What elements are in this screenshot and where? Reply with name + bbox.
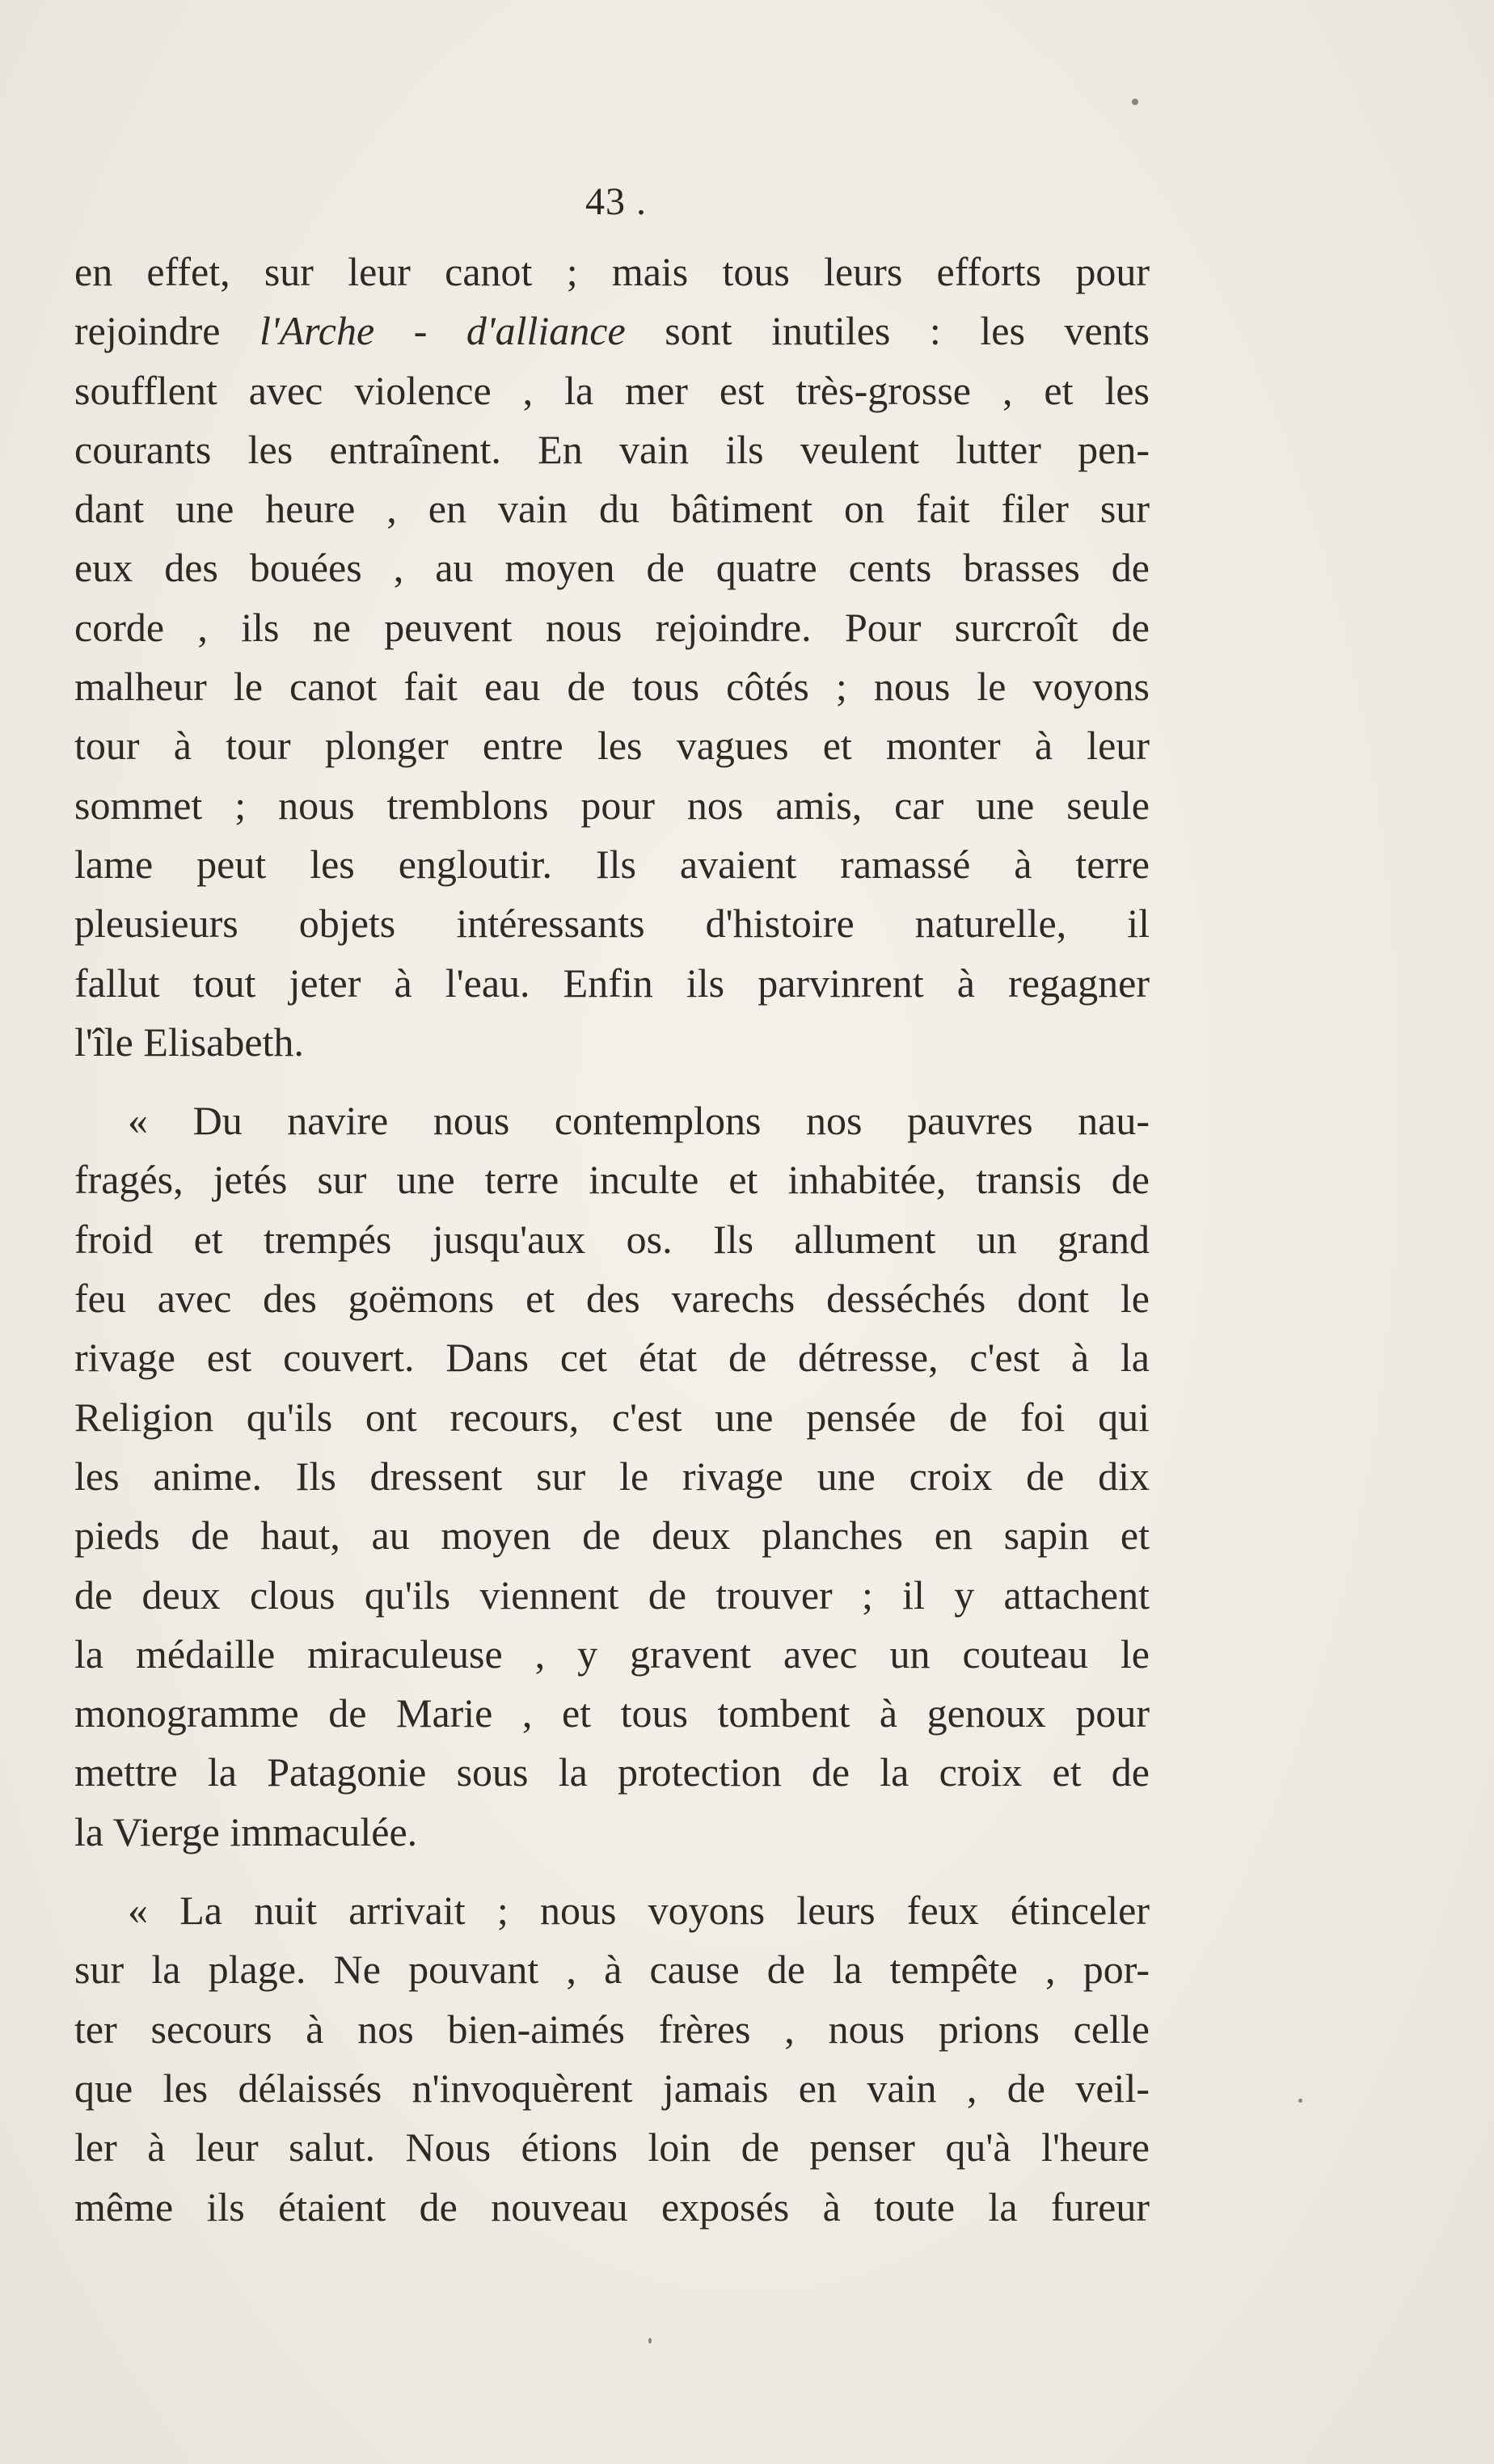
text-segment: sont inutiles : les vents <box>625 308 1150 354</box>
text-line: « La nuit arrivait ; nous voyons leurs feux étinceler <box>128 1888 1150 1934</box>
text-line: les anime. Ils dressent sur le rivage une croix de dix <box>74 1453 1150 1499</box>
ship-name-italic: l'Arche - d'alliance <box>260 308 626 354</box>
text-line: l'île Elisabeth. <box>74 1019 304 1065</box>
text-line: eux des bouées , au moyen de quatre cents brasses de <box>74 545 1150 591</box>
page-number: 43 . <box>585 180 647 223</box>
text-line: en effet, sur leur canot ; mais tous leurs efforts pour <box>74 249 1150 294</box>
text-line: pleusieurs objets intéressants d'histoire naturelle, il <box>74 901 1150 947</box>
text-line: corde , ils ne peuvent nous rejoindre. Pour surcroît de <box>74 604 1150 650</box>
text-line: même ils étaient de nouveau exposés à toute la fureur <box>74 2183 1150 2230</box>
text-line: sur la plage. Ne pouvant , à cause de la tempête , por- <box>74 1947 1150 1993</box>
text-line: lame peut les engloutir. Ils avaient ramassé à terre <box>74 841 1150 887</box>
paper-speck <box>648 2338 652 2344</box>
text-line <box>74 302 1150 361</box>
text-segment: rejoindre <box>74 308 260 354</box>
text-line: monogramme de Marie , et tous tombent à genoux pour <box>74 1690 1150 1736</box>
body-text <box>74 243 1150 2237</box>
text-line: Religion qu'ils ont recours, c'est une pensée de foi qui <box>74 1394 1150 1440</box>
text-line: « Du navire nous contemplons nos pauvres nau- <box>128 1098 1150 1144</box>
text-line: courants les entraînent. En vain ils veulent lutter pen- <box>74 426 1150 472</box>
paragraph-gap <box>74 1072 1150 1091</box>
paper-speck <box>1132 99 1138 105</box>
text-line: ler à leur salut. Nous étions loin de penser qu'à l'heure <box>74 2124 1150 2171</box>
paragraph-gap <box>74 1862 1150 1881</box>
text-line: sommet ; nous tremblons pour nos amis, car une seule <box>74 782 1150 828</box>
paragraph-2 <box>74 1091 1150 1862</box>
text-line: soufflent avec violence , la mer est très-grosse , et les <box>74 367 1150 413</box>
text-line: que les délaissés n'invoquèrent jamais en vain , de veil- <box>74 2065 1150 2111</box>
text-line: fallut tout jeter à l'eau. Enfin ils parvinrent à regagner <box>74 960 1150 1006</box>
text-line: dant une heure , en vain du bâtiment on fait filer sur <box>74 486 1150 532</box>
text-line: ter secours à nos bien-aimés frères , nous prions celle <box>74 2006 1150 2052</box>
text-line: fragés, jetés sur une terre inculte et inhabitée, transis de <box>74 1157 1150 1203</box>
text-line: froid et trempés jusqu'aux os. Ils allument un grand <box>74 1216 1150 1262</box>
text-line: tour à tour plonger entre les vagues et monter à leur <box>74 723 1150 769</box>
text-line: mettre la Patagonie sous la protection de la croix et de <box>74 1749 1150 1795</box>
paragraph-3 <box>74 1881 1150 2237</box>
text-line: la médaille miraculeuse , y gravent avec un couteau le <box>74 1631 1150 1677</box>
text-line: feu avec des goëmons et des varechs desséchés dont le <box>74 1276 1150 1322</box>
paragraph-1 <box>74 243 1150 1072</box>
text-line: malheur le canot fait eau de tous côtés ; nous le voyons <box>74 664 1150 710</box>
text-line: rivage est couvert. Dans cet état de détresse, c'est à la <box>74 1335 1150 1381</box>
text-line: pieds de haut, au moyen de deux planches en sapin et <box>74 1513 1150 1559</box>
text-line: la Vierge immaculée. <box>74 1808 418 1854</box>
text-line: de deux clous qu'ils viennent de trouver ; il y attachent <box>74 1572 1150 1618</box>
paper-speck <box>1298 2099 1302 2103</box>
